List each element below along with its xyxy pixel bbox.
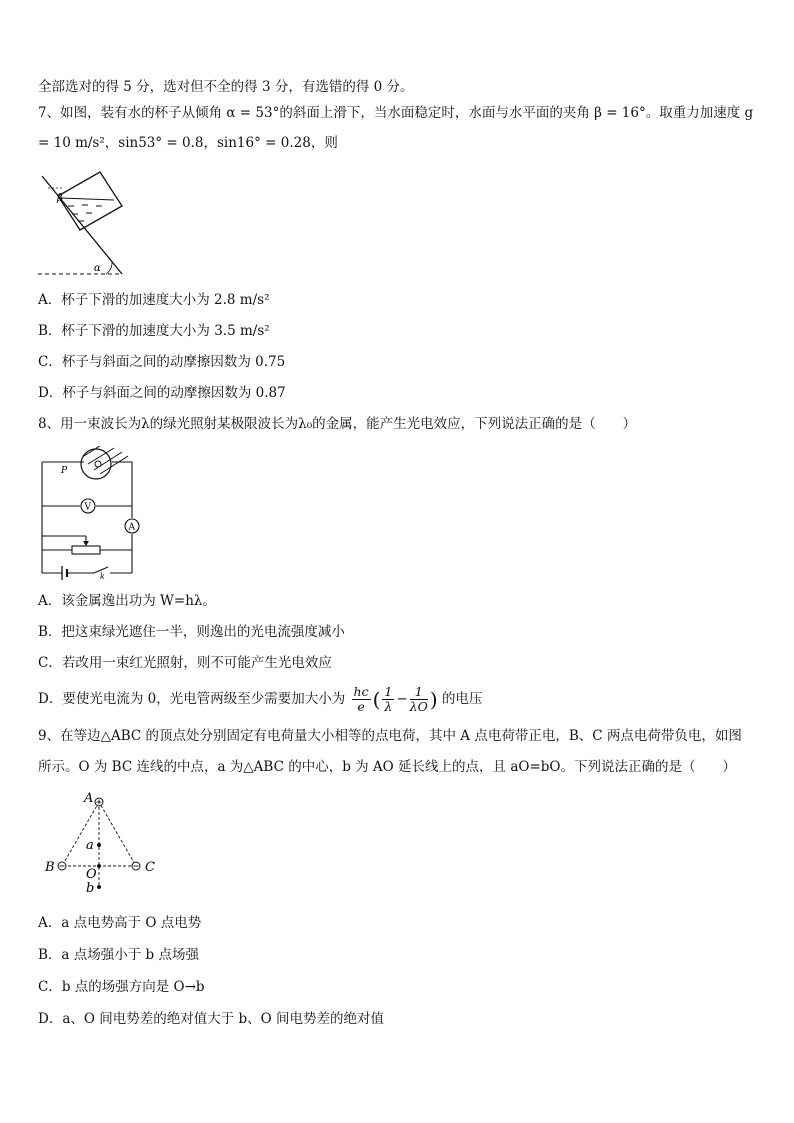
fraction-numerator: 1 [410,685,428,700]
q7-incline-cup-figure [36,166,136,278]
minus-sign: − [396,691,408,707]
q7-option-c: C．杯子与斜面之间的动摩擦因数为 0.75 [38,354,286,370]
q8-option-d [38,679,482,720]
label-C: C [145,860,155,875]
q9-option-b: B．a 点场强小于 b 点场强 [38,947,199,963]
open-paren: ( [372,687,381,712]
q7-option-d: D．杯子与斜面之间的动摩擦因数为 0.87 [38,385,286,401]
label-O: O [86,867,97,882]
rheostat [72,546,100,554]
label-A: A [84,791,94,806]
water-surface-line [61,198,114,200]
q7-option-b: B．杯子下滑的加速度大小为 3.5 m/s² [38,323,270,339]
fraction-hc-over-e [352,685,371,714]
fraction-denominator: λ [384,699,393,714]
q9-option-a: A．a 点电势高于 O 点电势 [38,915,202,931]
ammeter-label: A [128,522,135,533]
scoring-note: 全部选对的得 5 分，选对但不全的得 3 分，有选错的得 0 分。 [38,79,414,95]
incline-line [42,176,122,274]
q8-option-c: C．若改用一束红光照射，则不可能产生光电效应 [38,655,332,671]
q8-option-b: B．把这束绿光遮住一半，则逸出的光电流强度减小 [38,624,345,640]
fraction-denominator: λO [409,699,428,714]
voltmeter-label: V [84,502,91,513]
fraction-numerator: hc [353,684,369,699]
fraction-denominator: e [357,699,365,714]
point-a [97,843,101,847]
label-B: B [45,860,55,875]
q8-photoelectric-circuit-figure [36,446,148,580]
q9-option-c: C．b 点的场强方向是 O→b [38,979,205,995]
q9-stem-line1: 9、在等边△ABC 的顶点处分别固定有电荷量大小相等的点电荷，其中 A 点电荷带正电，B、C 两点电荷带负电，如图 [38,728,742,744]
k-label: k [100,572,105,580]
q7-stem-line2: = 10 m/s²，sin53° = 0.8，sin16° = 0.28，则 [38,135,338,151]
q7-stem-line1: 7、如图，装有水的杯子从倾角 α = 53°的斜面上滑下，当水面稳定时，水面与水平面的夹角 β = 16°。取重力加速度 g [38,105,754,121]
q9-option-d: D．a、O 间电势差的绝对值大于 b、O 间电势差的绝对值 [38,1011,385,1027]
q9-triangle-charges-figure [40,786,170,898]
q8-option-d-suffix: 的电压 [441,691,483,707]
label-a: a [86,838,94,853]
point-b [97,885,101,889]
p-label: P [61,466,68,476]
q8-option-a: A．该金属逸出功为 W=hλ。 [38,593,216,609]
label-b: b [86,881,95,896]
beta-label: β [57,193,63,204]
fraction-1-over-lambda [382,685,394,714]
alpha-label: α [94,263,101,274]
q8-option-d-prefix: D．要使光电流为 0，光电管两级至少需要加大小为 [38,691,346,707]
close-paren: ) [429,687,438,712]
q7-option-a: A．杯子下滑的加速度大小为 2.8 m/s² [38,292,270,308]
cup-outline [58,172,122,230]
point-o [97,864,101,868]
q9-stem-line2: 所示。O 为 BC 连线的中点，a 为△ABC 的中心，b 为 AO 延长线上的点，且 aO=bO。下列说法正确的是（ ） [38,759,736,775]
fraction-1-over-lambda0 [410,685,428,714]
fraction-numerator: 1 [384,684,393,699]
q8-stem: 8、用一束波长为λ的绿光照射某极限波长为λ₀的金属，能产生光电效应，下列说法正确的是（ ） [38,416,637,432]
